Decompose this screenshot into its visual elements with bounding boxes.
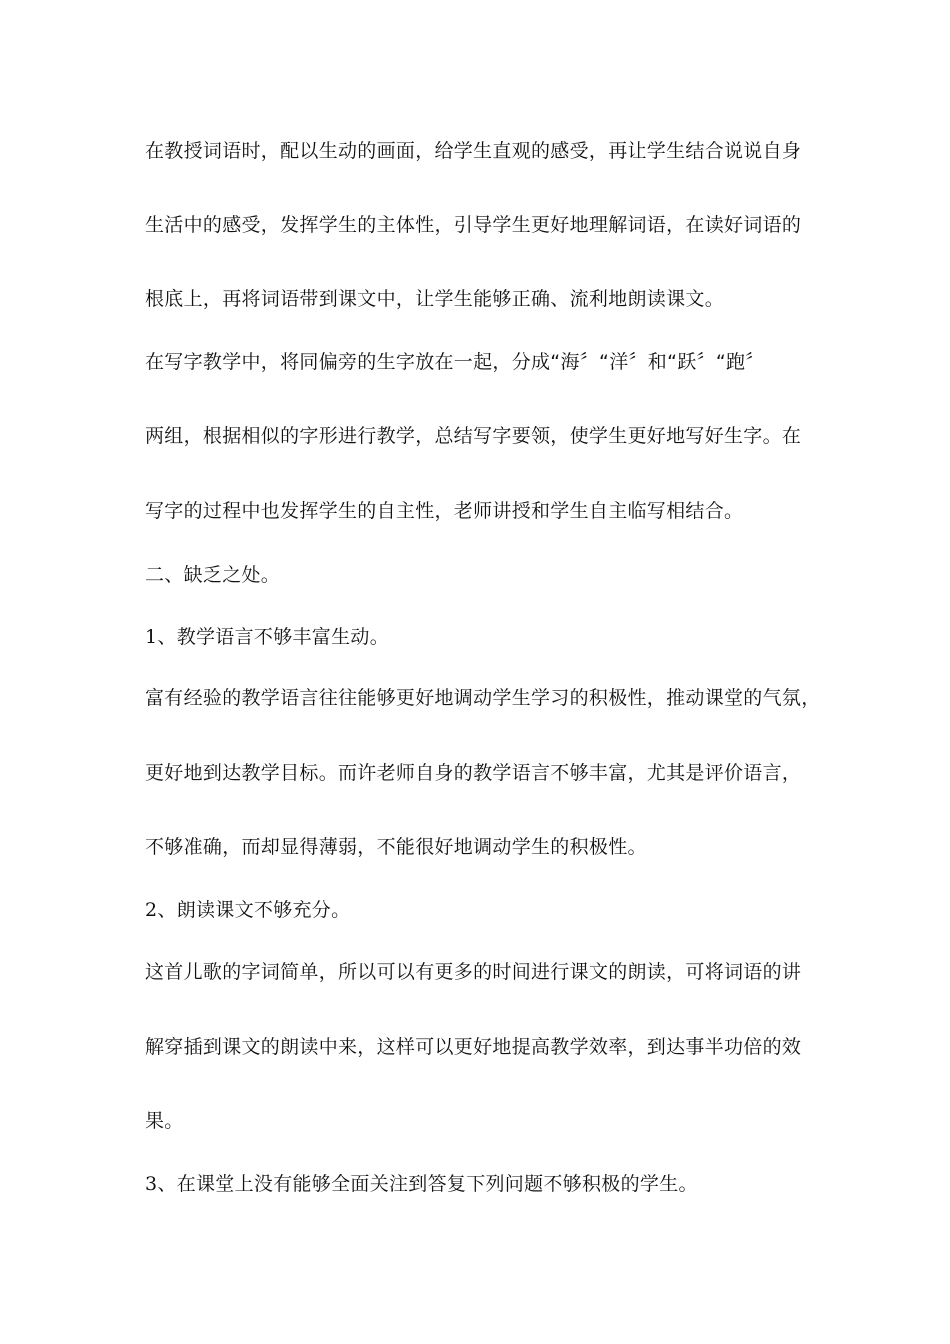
paragraph-3-line-2: 更好地到达教学目标。而许老师自身的教学语言不够丰富，尤其是评价语言， xyxy=(145,762,802,784)
paragraph-4-line-3: 果。 xyxy=(145,1110,184,1132)
paragraph-3-line-1: 富有经验的教学语言往往能够更好地调动学生学习的积极性，推动课堂的气氛， xyxy=(145,687,821,709)
paragraph-2-line-2: 两组，根据相似的字形进行教学，总结写字要领，使学生更好地写好生字。在 xyxy=(145,425,802,447)
paragraph-1-line-1: 在教授词语时，配以生动的画面，给学生直观的感受，再让学生结合说说自身 xyxy=(145,140,802,162)
paragraph-3-line-3: 不够准确，而却显得薄弱，不能很好地调动学生的积极性。 xyxy=(145,836,647,858)
section-heading: 二、缺乏之处。 xyxy=(145,564,281,586)
paragraph-2-line-1: 在写字教学中，将同偏旁的生字放在一起，分成“海〞“洋〞和“跃〞“跑〞 xyxy=(145,351,765,373)
paragraph-2-line-3: 写字的过程中也发挥学生的自主性，老师讲授和学生自主临写相结合。 xyxy=(145,500,744,522)
paragraph-4-line-1: 这首儿歌的字词简单，所以可以有更多的时间进行课文的朗读，可将词语的讲 xyxy=(145,961,802,983)
paragraph-1-line-3: 根底上，再将词语带到课文中，让学生能够正确、流利地朗读课文。 xyxy=(145,288,725,310)
item-1-heading: 1、教学语言不够丰富生动。 xyxy=(145,626,389,648)
paragraph-4-line-2: 解穿插到课文的朗读中来，这样可以更好地提高教学效率，到达事半功倍的效 xyxy=(145,1036,802,1058)
item-2-heading: 2、朗读课文不够充分。 xyxy=(145,899,351,921)
paragraph-1-line-2: 生活中的感受，发挥学生的主体性，引导学生更好地理解词语，在读好词语的 xyxy=(145,214,802,236)
item-3-heading: 3、在课堂上没有能够全面关注到答复下列问题不够积极的学生。 xyxy=(145,1173,698,1195)
